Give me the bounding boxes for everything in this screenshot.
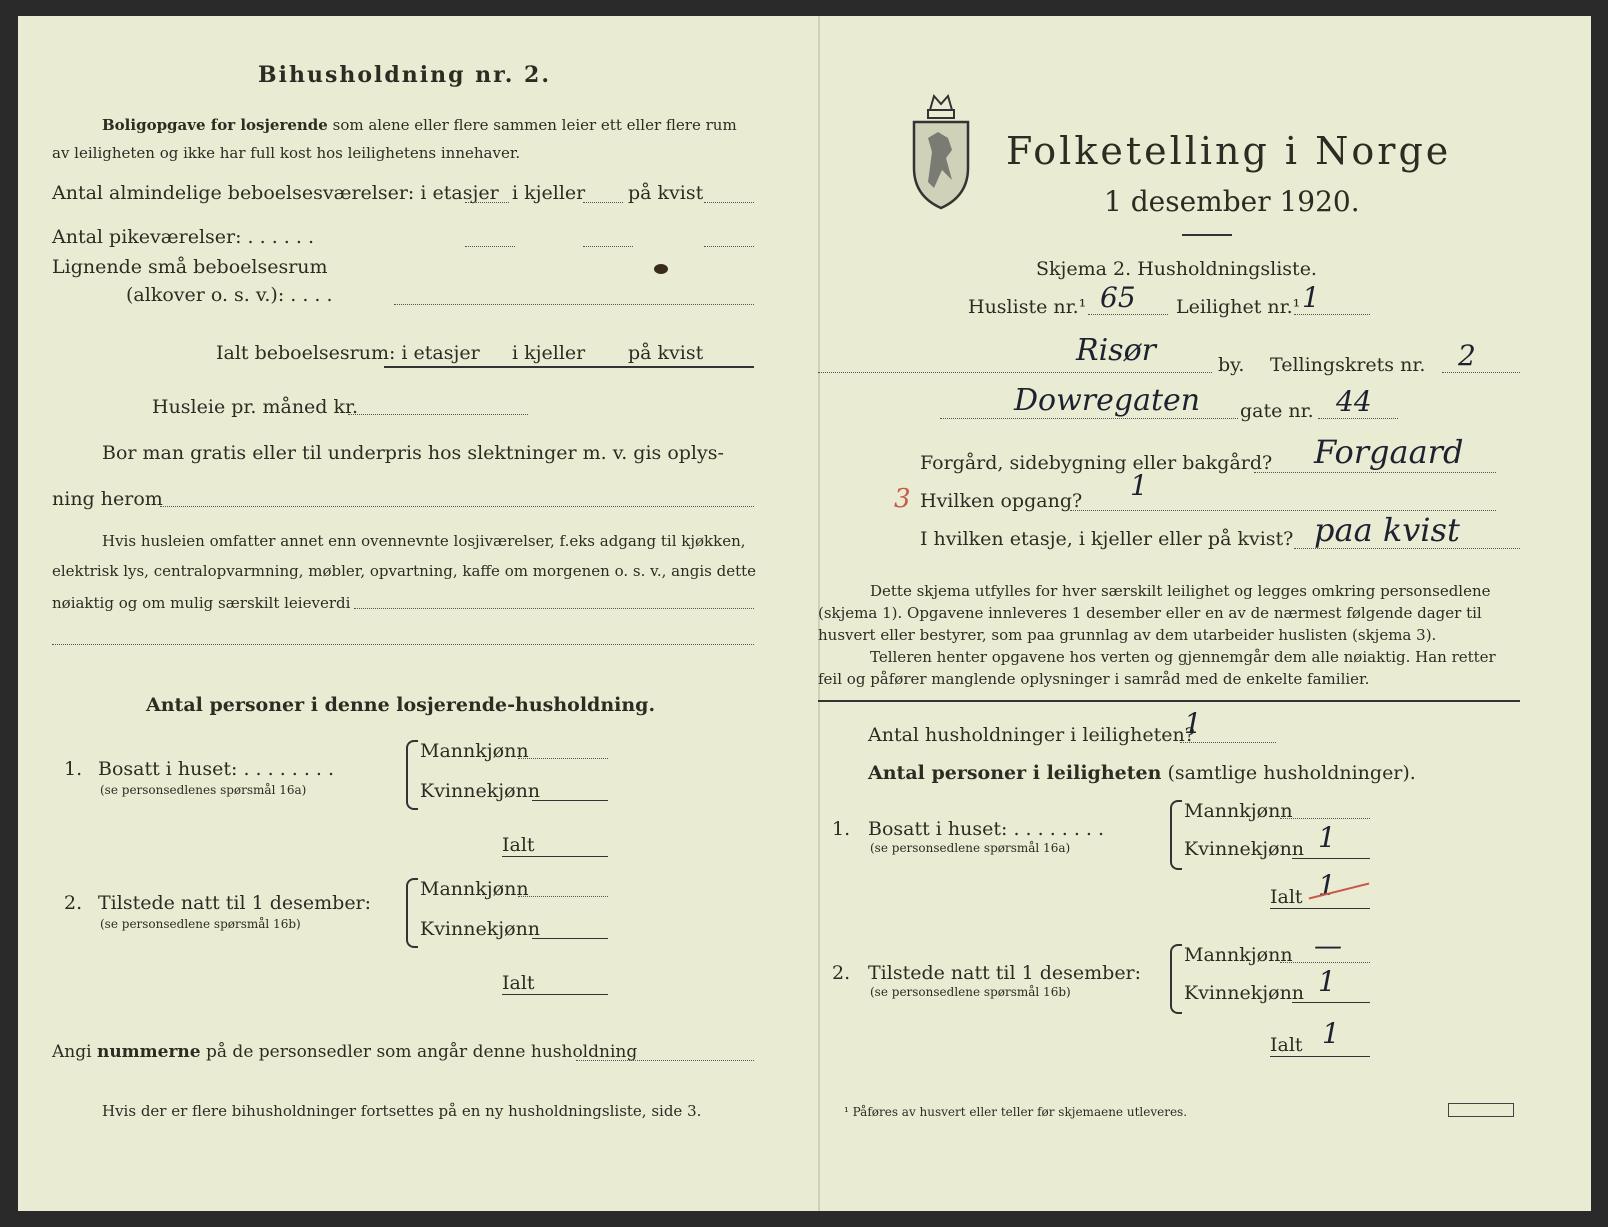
row-pike: Antal pikeværelser: . . . . . . — [52, 226, 314, 248]
leilighet-label: Leilighet nr.¹ — [1176, 296, 1301, 318]
gate-nr-value: 44 — [1336, 385, 1372, 418]
right-q1-ialt-label: Ialt — [1270, 886, 1303, 908]
intro-line1 — [102, 118, 737, 133]
husliste-value: 65 — [1100, 281, 1136, 314]
info-line3: husvert eller bestyrer, som paa grunnlag av dem utarbeider huslisten (skjema 3). — [818, 626, 1437, 644]
right-footnote: ¹ Påføres av husvert eller teller før skjemaene utleveres. — [844, 1105, 1188, 1119]
margin-mark-3: 3 — [894, 484, 911, 514]
right-q2-mann-label: Mannkjønn — [1184, 944, 1293, 966]
opgang-value: 1 — [1130, 469, 1148, 502]
gate-value: Dowregaten — [1014, 383, 1201, 418]
opgang-label: Hvilken opgang? — [920, 490, 1083, 512]
kvist-label-1: på kvist — [628, 182, 704, 204]
intro-rest: som alene eller flere sammen leier ett eller flere rum — [332, 116, 737, 134]
info-line4: Telleren henter opgavene hos verten og gjennemgår dem alle nøiaktig. Han retter — [870, 648, 1496, 666]
hvis-line3: nøiaktig og om mulig særskilt leieverdi — [52, 594, 351, 612]
kvist-label-2: på kvist — [628, 342, 704, 364]
left-q1-brace — [406, 740, 418, 810]
info-line1: Dette skjema utfylles for hver særskilt leilighet og legges omkring personsedlene — [870, 582, 1491, 600]
norway-coat-of-arms-icon — [908, 92, 974, 210]
left-personer-heading: Antal personer i denne losjerende-husholdning. — [146, 694, 656, 716]
printer-stamp — [1448, 1103, 1514, 1117]
right-q2-brace — [1170, 944, 1182, 1014]
left-q2-brace — [406, 878, 418, 948]
row-alkover: (alkover o. s. v.): . . . . — [126, 284, 333, 306]
left-q1-label: Bosatt i huset: . . . . . . . . — [98, 758, 335, 780]
tellingskrets-value: 2 — [1458, 339, 1476, 372]
right-personer-heading — [868, 764, 1416, 783]
leilighet-value: 1 — [1302, 281, 1320, 314]
right-q2-num: 2. — [832, 962, 851, 984]
tellingskrets-label: Tellingskrets nr. — [1270, 354, 1426, 376]
left-footer: Hvis der er flere bihusholdninger fortsettes på en ny husholdningsliste, side 3. — [102, 1102, 702, 1120]
skjema-label: Skjema 2. Husholdningsliste. — [1036, 258, 1317, 280]
right-q1-kvinne-label: Kvinnekjønn — [1184, 838, 1305, 860]
right-q2-sub: (se personsedlene spørsmål 16b) — [870, 985, 1071, 999]
husliste-label: Husliste nr.¹ — [968, 296, 1087, 318]
left-q2-num: 2. — [64, 892, 83, 914]
right-personer-bold: Antal personer i leiligheten — [868, 762, 1162, 784]
angi-rest: på de personsedler som angår denne husholdning — [206, 1042, 638, 1062]
intro-line2: av leiligheten og ikke har full kost hos leilighetens innehaver. — [52, 144, 521, 162]
by-label: by. — [1218, 354, 1245, 376]
hvis-line2: elektrisk lys, centralopvarmning, møbler, opvartning, kaffe om morgenen o. s. v., angis dette — [52, 562, 757, 580]
by-value: Risør — [1076, 333, 1156, 368]
left-q2-sub: (se personsedlene spørsmål 16b) — [100, 917, 301, 931]
left-q2-kvinne-label: Kvinnekjønn — [420, 918, 541, 940]
left-q1-kvinne-label: Kvinnekjønn — [420, 780, 541, 802]
info-line5: feil og påfører manglende oplysninger i samråd med de enkelte familier. — [818, 670, 1370, 688]
left-q2-label: Tilstede natt til 1 desember: — [98, 892, 372, 914]
husleie-label: Husleie pr. måned kr. — [152, 396, 359, 418]
right-q1-mann-label: Mannkjønn — [1184, 800, 1293, 822]
bor-line2: ning herom — [52, 488, 163, 510]
angi-line — [52, 1044, 637, 1061]
angi-word: Angi — [52, 1042, 92, 1062]
forgard-value: Forgaard — [1314, 433, 1464, 471]
left-q1-num: 1. — [64, 758, 83, 780]
right-q2-kvinne-value: 1 — [1318, 965, 1336, 998]
left-title: Bihusholdning nr. 2. — [258, 62, 551, 88]
antal-hush-label: Antal husholdninger i leiligheten? — [868, 724, 1195, 746]
right-q2-kvinne-label: Kvinnekjønn — [1184, 982, 1305, 1004]
right-q2-ialt-label: Ialt — [1270, 1034, 1303, 1056]
right-q1-num: 1. — [832, 818, 851, 840]
left-q1-sub: (se personsedlenes spørsmål 16a) — [100, 783, 307, 797]
ialt-beboelses: Ialt beboelsesrum: i etasjer — [216, 342, 480, 364]
left-q1-mann-label: Mannkjønn — [420, 740, 529, 762]
right-q1-kvinne-value: 1 — [1318, 821, 1336, 854]
row-lignende: Lignende små beboelsesrum — [52, 256, 328, 278]
right-q2-ialt-value: 1 — [1322, 1017, 1340, 1050]
census-form-sheet — [18, 16, 1591, 1211]
right-q1-label: Bosatt i huset: . . . . . . . . — [868, 818, 1105, 840]
right-q1-sub: (se personsedlene spørsmål 16a) — [870, 841, 1071, 855]
right-date: 1 desember 1920. — [1104, 185, 1360, 218]
right-q2-label: Tilstede natt til 1 desember: — [868, 962, 1142, 984]
forgard-label: Forgård, sidebygning eller bakgård? — [920, 452, 1273, 474]
etasje-label: I hvilken etasje, i kjeller eller på kvist? — [920, 528, 1294, 550]
right-q1-brace — [1170, 800, 1182, 870]
etasje-value: paa kvist — [1314, 511, 1460, 549]
bor-line1: Bor man gratis eller til underpris hos slektninger m. v. gis oplys- — [102, 442, 724, 464]
ink-blot — [654, 264, 668, 274]
intro-bold: Boligopgave for losjerende — [102, 116, 328, 134]
left-q2-ialt-label: Ialt — [502, 972, 535, 994]
kjeller-label-1: i kjeller — [512, 182, 586, 204]
info-line2: (skjema 1). Opgavene innleveres 1 desember eller en av de nærmest følgende dager til — [818, 604, 1482, 622]
row-antal-rooms: Antal almindelige beboelsesværelser: i etasjer — [52, 182, 499, 204]
right-personer-rest: (samtlige husholdninger). — [1167, 762, 1416, 784]
angi-bold: nummerne — [96, 1042, 201, 1062]
left-q1-ialt-label: Ialt — [502, 834, 535, 856]
right-title: Folketelling i Norge — [1006, 129, 1452, 173]
left-q2-mann-label: Mannkjønn — [420, 878, 529, 900]
kjeller-label-2: i kjeller — [512, 342, 586, 364]
gate-label: gate nr. — [1240, 400, 1314, 422]
hvis-line1: Hvis husleien omfatter annet enn ovennevnte losjiværelser, f.eks adgang til kjøkken, — [102, 532, 746, 550]
right-q2-mann-value: — — [1314, 929, 1342, 962]
right-q1-ialt-value: 1 — [1318, 869, 1336, 902]
antal-hush-value: 1 — [1184, 707, 1202, 740]
